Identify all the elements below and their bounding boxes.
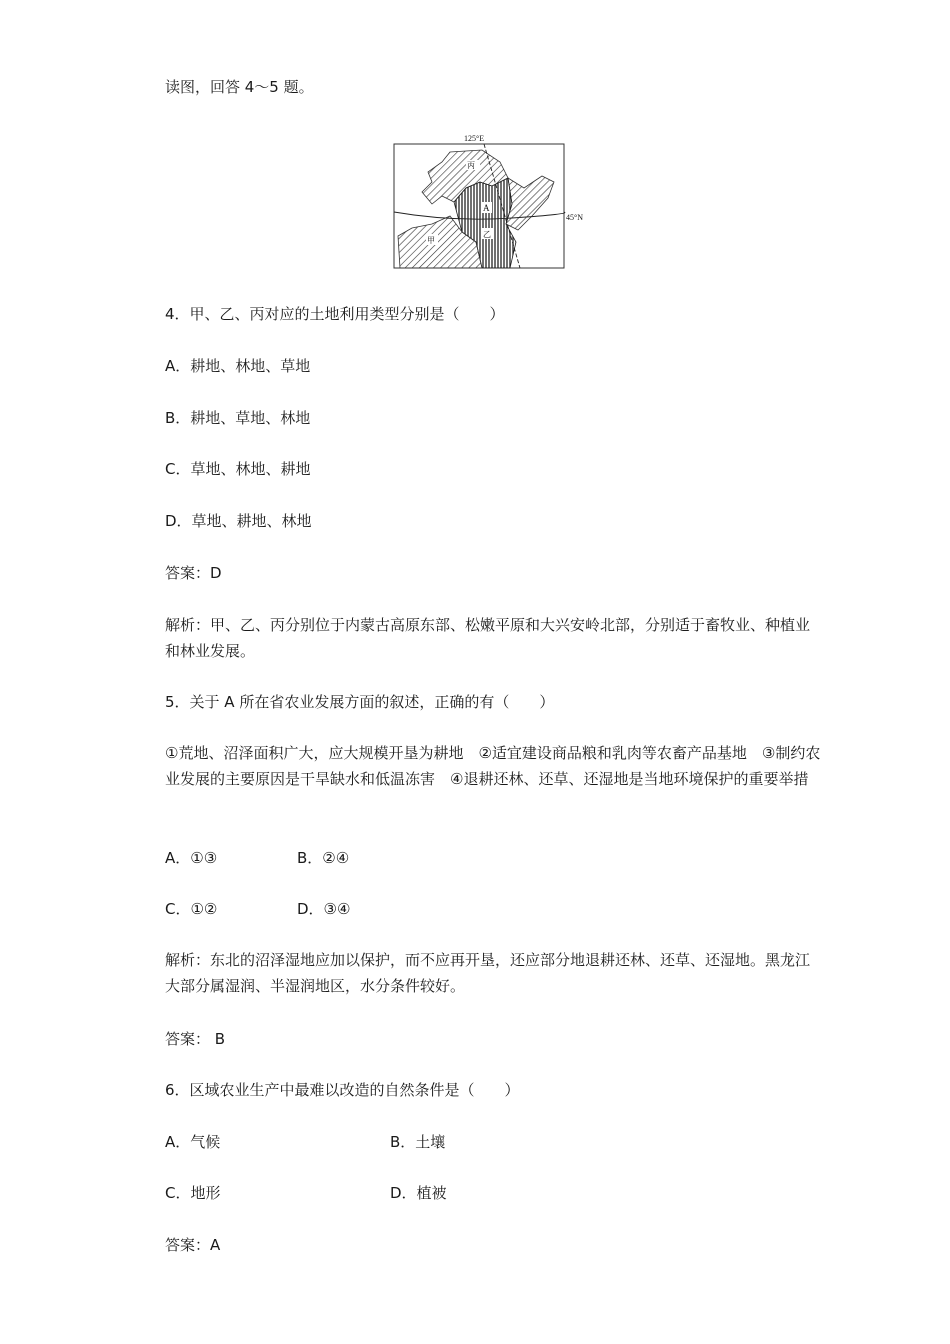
q6-option-d: D．植被 bbox=[390, 1184, 447, 1202]
q5-stem: 5．关于 A 所在省农业发展方面的叙述，正确的有（ ） bbox=[165, 693, 555, 711]
intro-text: 读图，回答 4～5 题。 bbox=[165, 78, 314, 96]
label-yi: 乙 bbox=[483, 230, 491, 239]
q5-answer: 答案： B bbox=[165, 1030, 226, 1048]
q6-option-c: C．地形 bbox=[165, 1184, 221, 1202]
q6-answer: 答案：A bbox=[165, 1236, 221, 1254]
q5-analysis-text: 解析：东北的沼泽湿地应加以保护，而不应再开垦，还应部分地退耕还林、还草、还湿地。黑龙江大部分属湿润、半湿润地区，水分条件较好。 bbox=[165, 951, 811, 995]
northeast-china-land-use-map bbox=[392, 132, 602, 272]
q4-answer: 答案：D bbox=[165, 564, 222, 582]
q5-option-c: C．①② bbox=[165, 900, 218, 918]
q5-analysis bbox=[133, 947, 823, 999]
q4-option-b: B．耕地、草地、林地 bbox=[165, 409, 311, 427]
longitude-label: 125°E bbox=[464, 134, 485, 143]
q4-option-d: D．草地、耕地、林地 bbox=[165, 512, 312, 530]
label-jia: 甲 bbox=[427, 236, 435, 245]
q5-statements bbox=[133, 740, 823, 792]
q4-analysis bbox=[133, 612, 823, 664]
q5-statements-text: ①荒地、沼泽面积广大，应大规模开垦为耕地 ②适宜建设商品粮和乳肉等农畜产品基地 ③制约农业发展的主要原因是干旱缺水和低温冻害 ④退耕还林、还草、还湿地是当地环境保护的重要举措 bbox=[165, 744, 821, 788]
q4-option-c: C．草地、林地、耕地 bbox=[165, 460, 311, 478]
q4-option-a: A．耕地、林地、草地 bbox=[165, 357, 311, 375]
q5-option-d: D．③④ bbox=[297, 900, 351, 918]
q4-stem: 4．甲、乙、丙对应的土地利用类型分别是（ ） bbox=[165, 305, 505, 323]
q6-option-b: B．土壤 bbox=[390, 1133, 446, 1151]
q6-stem: 6．区域农业生产中最难以改造的自然条件是（ ） bbox=[165, 1081, 520, 1099]
label-a: A bbox=[483, 203, 490, 213]
q5-option-b: B．②④ bbox=[297, 849, 350, 867]
q5-option-a: A．①③ bbox=[165, 849, 218, 867]
q6-option-a: A．气候 bbox=[165, 1133, 221, 1151]
q4-analysis-text: 解析：甲、乙、丙分别位于内蒙古高原东部、松嫩平原和大兴安岭北部，分别适于畜牧业、种植业和林业发展。 bbox=[165, 616, 811, 660]
label-bing: 丙 bbox=[467, 161, 475, 170]
latitude-label: 45°N bbox=[566, 213, 583, 222]
